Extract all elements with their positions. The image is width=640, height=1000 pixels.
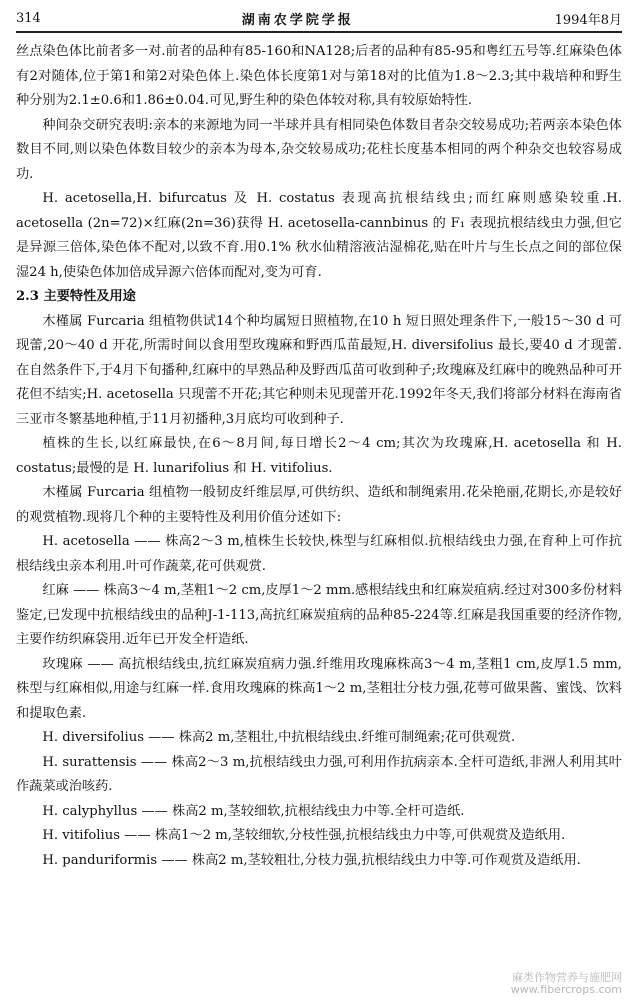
section-heading: 2.3 主要特性及用途	[16, 289, 136, 304]
watermark-line-2: www.fibercrops.com	[510, 983, 622, 996]
site-watermark	[511, 972, 622, 996]
issue-date: 1994年8月	[554, 12, 622, 28]
paragraph: 木槿属 Furcaria 组植物一般韧皮纤维层厚,可供纺织、造纸和制绳索用.花朵艳丽,花期长,亦是较好的观赏植物.现将几个种的主要特性及利用价值分述如下:	[16, 485, 622, 525]
watermark-line-1: 麻类作物营养与施肥网	[512, 971, 622, 984]
paragraph: 木槿属 Furcaria 组植物供试14个种均属短日照植物,在10 h 短日照处理条件下,一般15～30 d 可现蕾,20～40 d 开花,所需时间以食用型玫瑰麻和野西瓜苗最短,H. diversifolius 最长,要40 d 才现蕾.在自然条件下,于4月下旬播种,红麻中的早熟品种及野西瓜苗可收到种子;玫瑰麻及红麻中的晚熟品种可开花但不结实;H. acetosella 只现蕾不开花;其它种则未见现蕾开花.1992年冬天,我们将部分材料在海南省三亚市冬繁基地种植,于11月初播种,3月底均可收到种子.	[16, 313, 622, 427]
article-body	[16, 40, 622, 982]
paragraph: H. surattensis —— 株高2～3 m,抗根结线虫力强,可利用作抗病亲本.全杆可造纸,非洲人利用其叶作蔬菜或治咳药.	[16, 754, 622, 794]
paragraph: 种间杂交研究表明:亲本的来源地为同一半球并具有相同染色体数目者杂交较易成功;若两亲本染色体数目不同,则以染色体数目较少的亲本为母本,杂交较易成功;花柱长度基本相同的两个种杂交也较容易成功.	[16, 117, 622, 182]
paragraph: H. acetosella —— 株高2～3 m,植株生长较快,株型与红麻相似.抗根结线虫力强,在育种上可作抗根结线虫亲本利用.叶可作蔬菜,花可供观赏.	[16, 534, 622, 574]
paragraph: 植株的生长,以红麻最快,在6～8月间,每日增长2～4 cm;其次为玫瑰麻,H. acetosella 和 H. costatus;最慢的是 H. lunarifolius 和 H. vitifolius.	[16, 436, 622, 476]
paragraph: H. diversifolius —— 株高2 m,茎粗壮,中抗根结线虫.纤维可制绳索;花可供观赏.	[42, 730, 516, 745]
page-number: 314	[16, 10, 41, 26]
paragraph: H. panduriformis —— 株高2 m,茎较粗壮,分枝力强,抗根结线虫力中等.可作观赏及造纸用.	[42, 852, 581, 868]
paragraph: H. calyphyllus —— 株高2 m,茎较细软,抗根结线虫力中等.全杆可造纸.	[42, 803, 465, 819]
paragraph: 玫瑰麻 —— 高抗根结线虫,抗红麻炭疽病力强.纤维用玫瑰麻株高3～4 m,茎粗1 cm,皮厚1.5 mm,株型与红麻相似,用途与红麻一样.食用玫瑰麻的株高1～2 m,茎粗壮分枝力强,花萼可做果酱、蜜饯、饮料和提取色素.	[16, 656, 622, 721]
paragraph: 红麻 —— 株高3～4 m,茎粗1～2 cm,皮厚1～2 mm.感根结线虫和红麻炭疽病.经过对300多份材料鉴定,已发现中抗根结线虫的品种J-1-113,高抗红麻炭疽病的品种85-224等.红麻是我国重要的经济作物,主要作纺织麻袋用.近年已开发全杆造纸.	[16, 583, 622, 647]
journal-title: 湖南农学院学报	[241, 12, 354, 28]
header-rule	[16, 31, 622, 33]
paragraph: 丝点染色体比前者多一对.前者的品种有85-160和NA128;后者的品种有85-95和粤红五号等.红麻染色体有2对随体,位于第1和第2对染色体上.染色体长度第1对与第18对的比值为1.8～2.3;其中栽培种和野生种分别为2.1±0.6和1.86±0.04.可见,野生种的染色体较对称,具有较原始特性.	[16, 44, 622, 108]
paragraph: H. acetosella,H. bifurcatus 及 H. costatus 表现高抗根结线虫;而红麻则感染较重.H. acetosella (2n=72)×红麻(2n=36)获得 H. acetosella-cannbinus 的 F₁ 表现抗根结线虫力强,但它是异源三倍体,染色体不配对,以致不育.用0.1% 秋水仙精溶液沾湿棉花,贴在叶片与生长点之间的部位保湿24 h,使染色体加倍成异源六倍体而配对,变为可育.	[16, 191, 622, 280]
paragraph: H. vitifolius —— 株高1～2 m,茎较细软,分枝性强,抗根结线虫力中等,可供观赏及造纸用.	[42, 828, 566, 843]
page-header	[16, 8, 622, 28]
